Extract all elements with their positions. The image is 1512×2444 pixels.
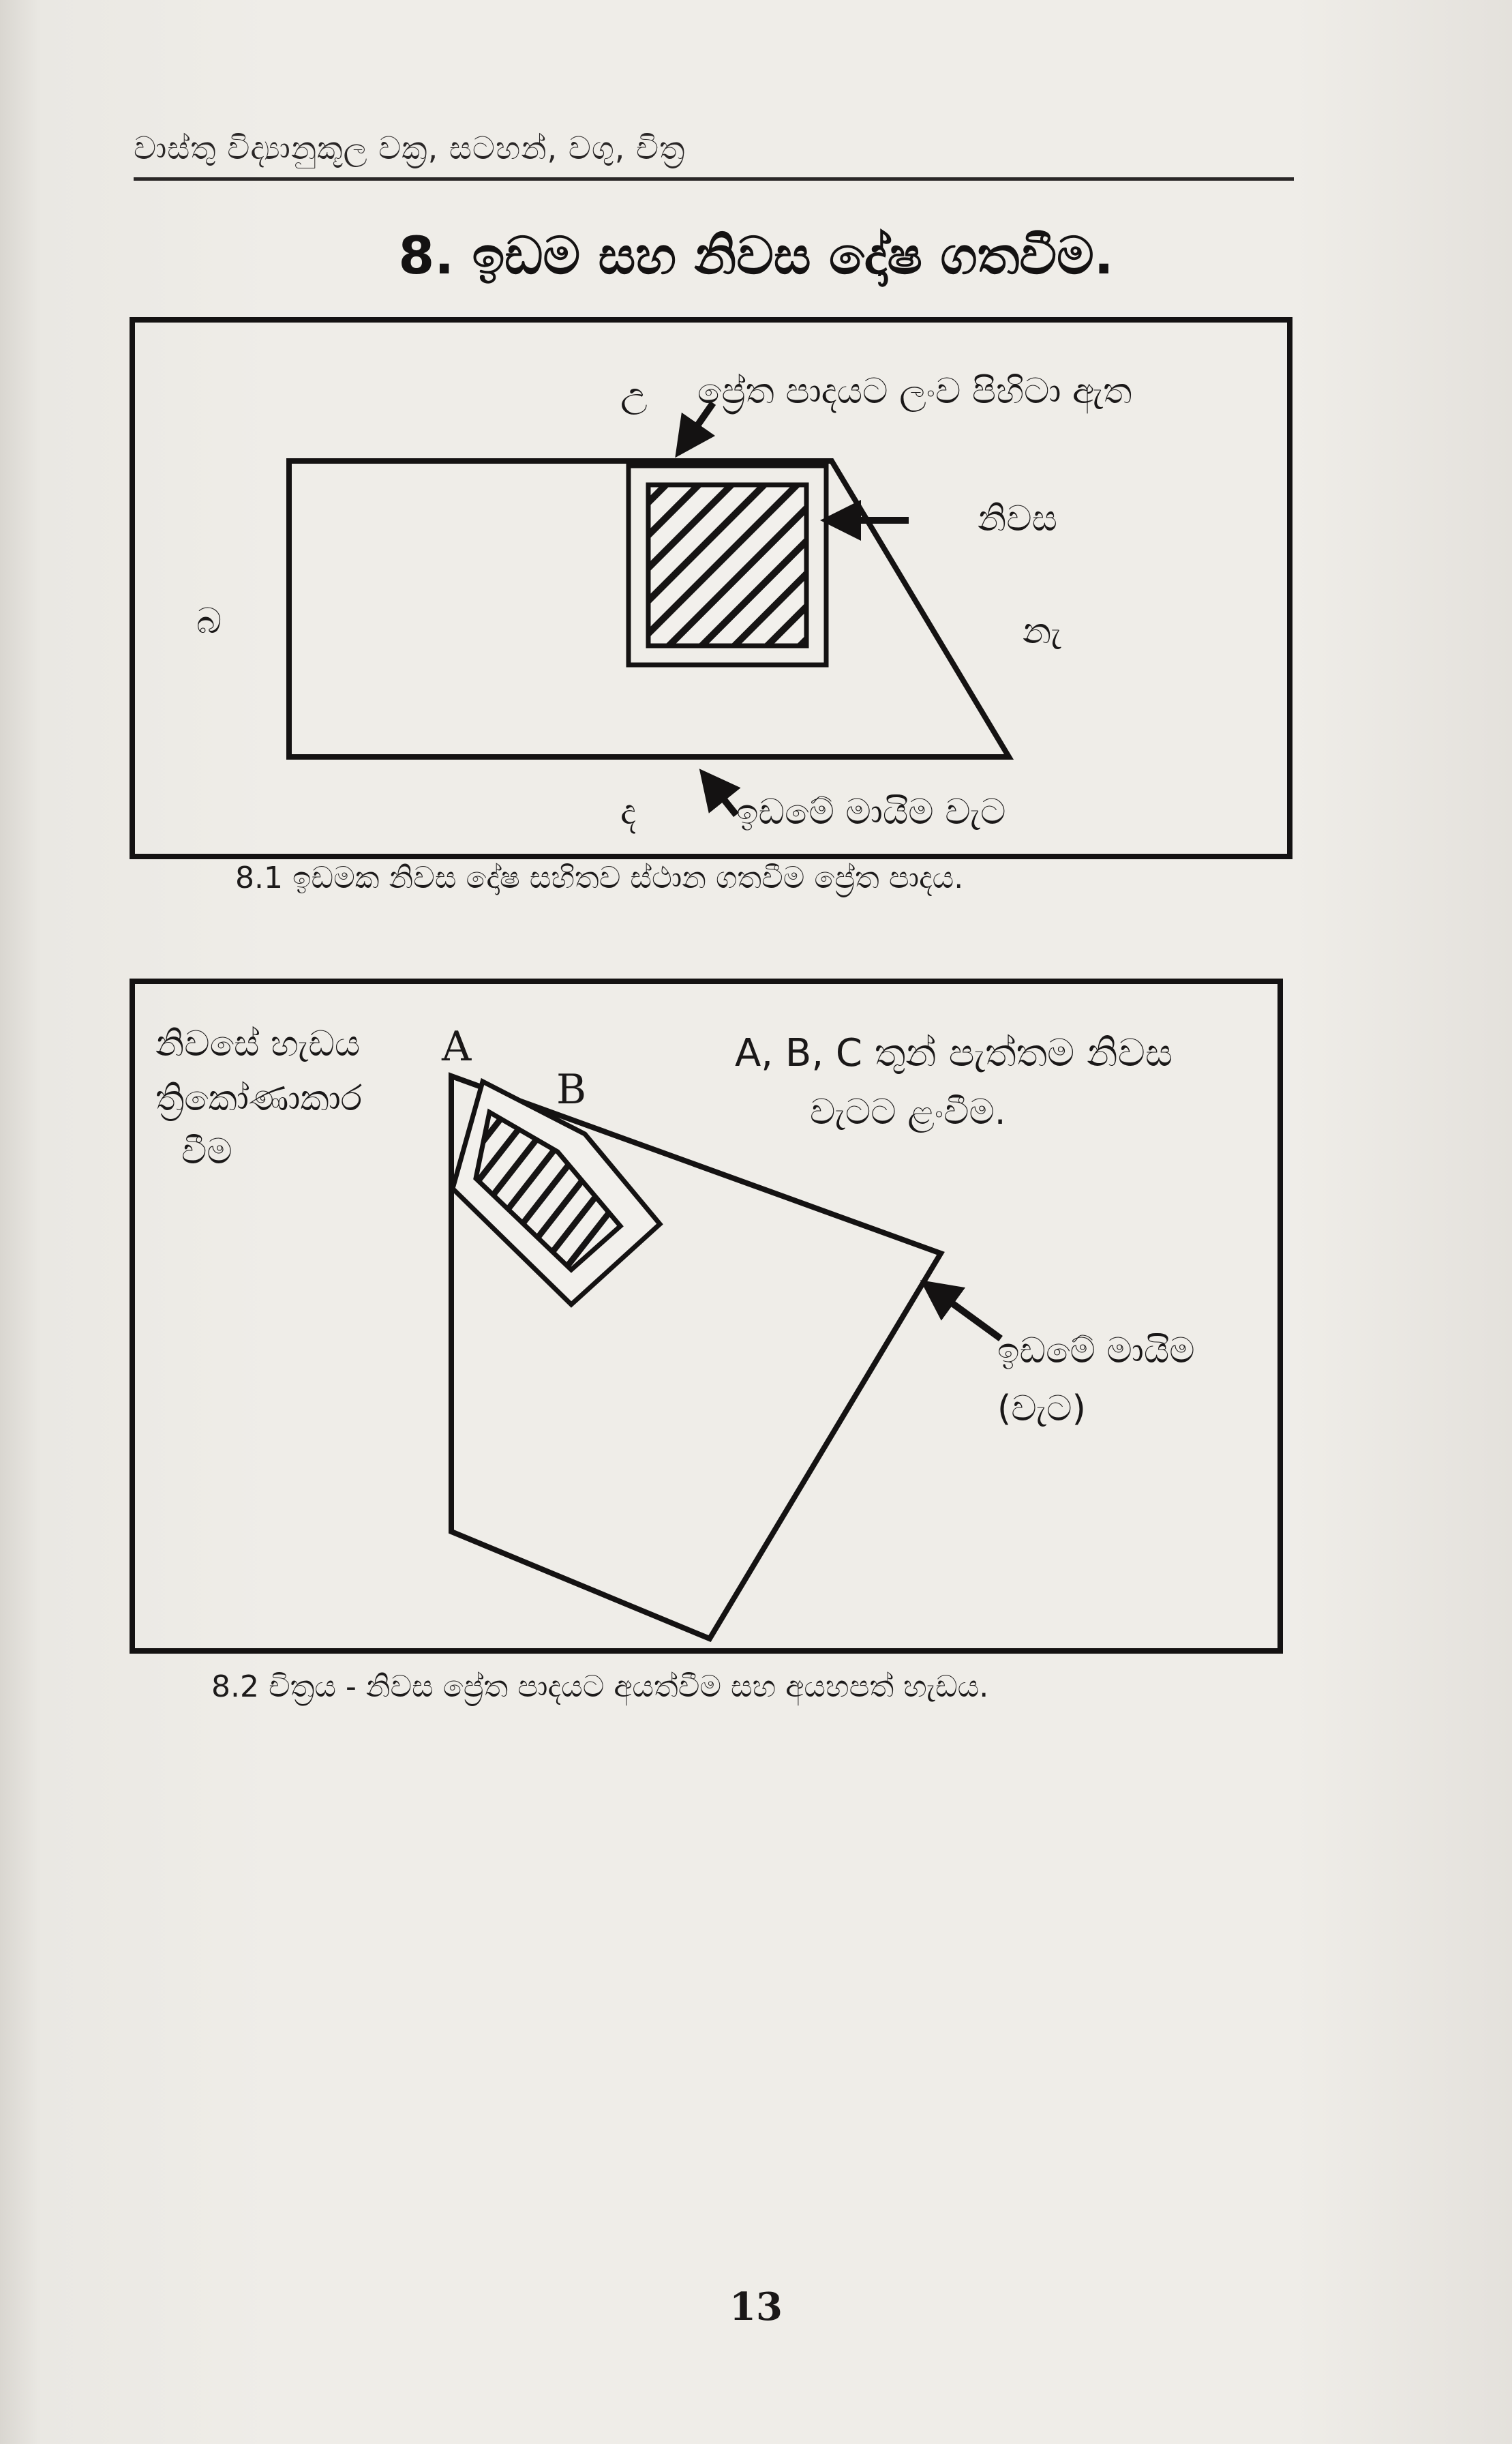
label-boundary: ඉඩමේ මායිම වැට — [736, 792, 1006, 833]
figure-8-1-drawing — [135, 323, 1287, 854]
label-north: උ — [620, 374, 648, 415]
label-abc-line1: A, B, C තුන් පැත්තම නිවස — [735, 1031, 1173, 1075]
arrow-to-boundary — [704, 774, 736, 815]
label-south: ද — [620, 792, 637, 833]
figure-8-1-caption: 8.1 ඉඩමක නිවස දෝෂ සහිතව ස්ථාන ගතවීම ප්‍රේත පාදය. — [235, 861, 964, 895]
arrow-to-boundary — [926, 1284, 1001, 1339]
label-near-corner: ප්‍රේත පාදයට ලංව පිහිටා ඇත — [697, 371, 1132, 412]
running-header: වාස්තු විද්‍යානුකූල වක්‍ර, සටහන්, වගු, චිත්‍ර — [134, 130, 686, 166]
label-boundary-line1: ඉඩමේ මායිම — [997, 1330, 1195, 1371]
label-triangular-line1: නිවසේ හැඩය — [155, 1024, 361, 1064]
label-boundary-line2: (වැට) — [997, 1388, 1086, 1429]
figure-8-1 — [130, 317, 1292, 859]
figure-8-2-caption: 8.2 චිත්‍රය - නිවස ප්‍රේත පාදයට අයත්වීම සහ අයහපත් හැඩය. — [211, 1669, 989, 1704]
label-triangular-line3: වීම — [181, 1131, 232, 1172]
figure-8-2 — [130, 979, 1283, 1654]
label-east: නැ — [1023, 611, 1061, 652]
header-rule — [134, 177, 1294, 181]
label-abc-line2: වැටට ළංවීම. — [810, 1092, 1006, 1133]
label-triangular-line2: ත්‍රිකෝණාකාර — [155, 1078, 363, 1119]
label-house: නිවස — [978, 498, 1058, 539]
point-a-label: A — [442, 1023, 472, 1071]
label-west: බ — [196, 601, 222, 642]
chapter-title: 8. ඉඩම සහ නිවස දෝෂ ගතවීම. — [398, 225, 1114, 286]
house-hatched-core — [648, 485, 806, 646]
figure-8-2-drawing — [135, 984, 1277, 1648]
point-b-label: B — [556, 1066, 587, 1114]
page-number: 13 — [729, 2284, 783, 2329]
